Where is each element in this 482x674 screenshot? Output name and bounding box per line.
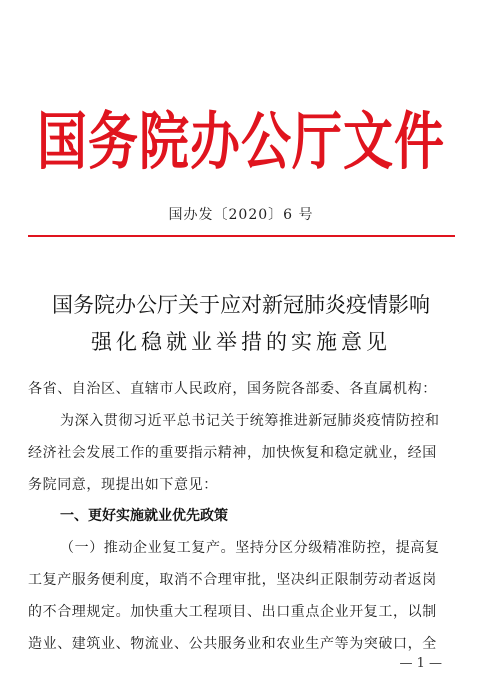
page-number: — 1 —: [399, 656, 442, 671]
document-title-line-1: 国务院办公厅关于应对新冠肺炎疫情影响: [52, 293, 430, 317]
intro-line-1: 为深入贯彻习近平总书记关于统筹推进新冠肺炎疫情防控和: [60, 413, 440, 429]
section-1-heading: 一、更好实施就业优先政策: [60, 508, 228, 524]
masthead-title: 国务院办公厅文件: [37, 104, 445, 178]
section-1-line-2: 工复产服务便利度，取消不合理审批，坚决纠正限制劳动者返岗: [28, 572, 437, 588]
intro-line-2: 经济社会发展工作的重要指示精神，加快恢复和稳定就业，经国: [28, 445, 437, 461]
section-1-line-4: 造业、建筑业、物流业、公共服务业和农业生产等为突破口，全: [28, 636, 437, 652]
document-number: 国办发〔2020〕6 号: [168, 207, 314, 223]
addressees: 各省、自治区、直辖市人民政府，国务院各部委、各直属机构：: [28, 381, 437, 397]
section-1-line-1: （一）推动企业复工复产。坚持分区分级精准防控，提高复: [60, 540, 440, 556]
red-divider-line: [28, 235, 455, 237]
document-title-line-2: 强化稳就业举措的实施意见: [91, 330, 391, 354]
section-1-line-3: 的不合理规定。加快重大工程项目、出口重点企业开复工，以制: [28, 604, 437, 620]
intro-line-3: 务院同意，现提出如下意见：: [28, 477, 218, 493]
